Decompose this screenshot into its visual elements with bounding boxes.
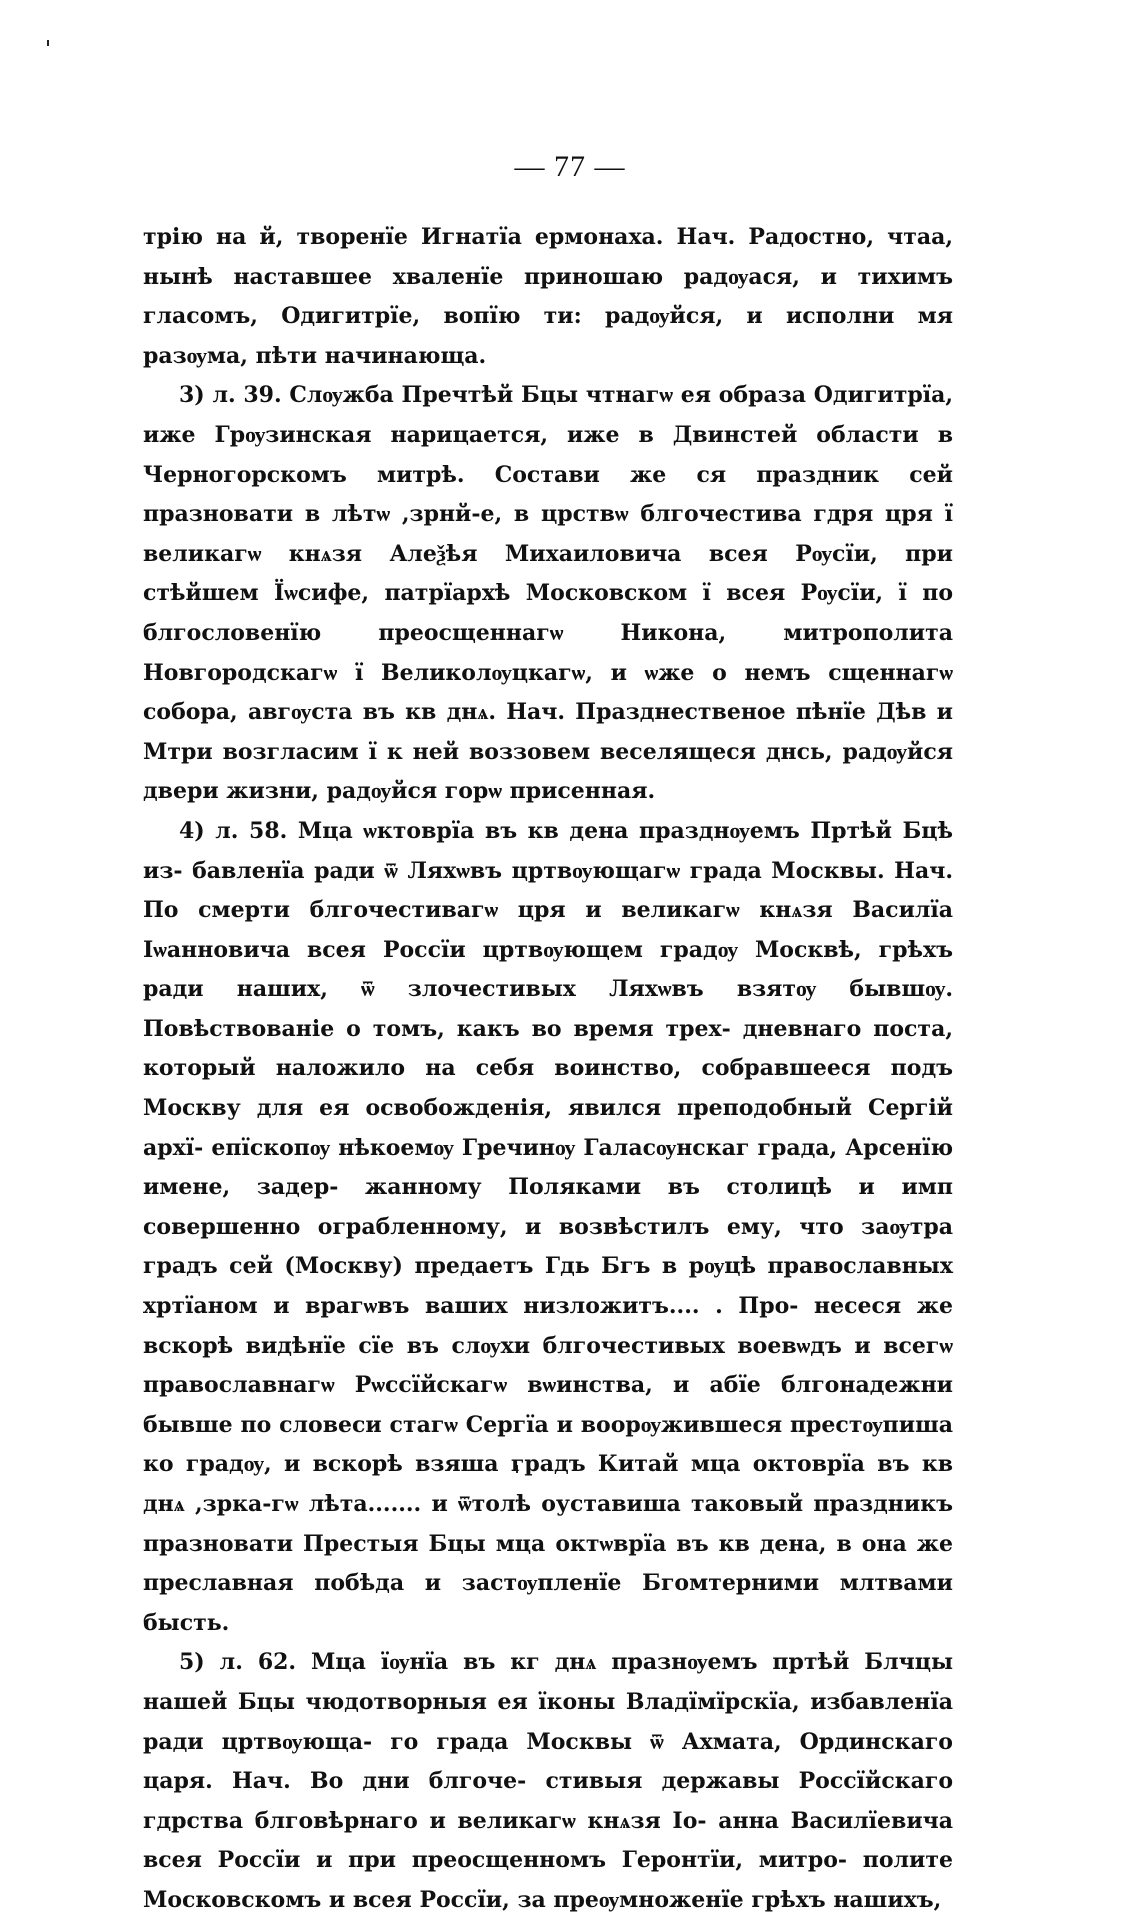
text-line: митрѣ. Состави же ся праздник сей празновати в лѣтѡ ,зрнй-е, в xyxy=(143,461,953,528)
text-line: Бцы чюдотворныя ея їконы Владїмїрскїа, избавленїа ради цртвѹюща- xyxy=(143,1688,953,1755)
text-line: Ляхѡвъ взятѹ бывшѹ. Повѣствованіе о томъ, какъ во время трех- xyxy=(143,976,953,1042)
text-line: стивыя державы Россїйскаго гдрства блговѣрнаго и великагѡ кнѧзя Іо- xyxy=(143,1768,954,1834)
body-text xyxy=(143,218,953,1921)
text-line: блгословенїю преосщеннагѡ Никона, митрополита Новгородскагѡ ї xyxy=(143,619,953,686)
page-number: — 77 — xyxy=(514,150,626,183)
text-line: Рѹсїи, при стѣйшем Їѡсифе, патрїархѣ Московском ї всея Рѹсїи, ї по xyxy=(143,540,953,607)
text-line: ѿтолѣ оуставиша таковый праздникъ празновати Престыя Бцы xyxy=(143,1491,953,1557)
paragraph xyxy=(143,1643,953,1920)
text-line: православнагѡ Рѡссїйскагѡ вѡинства, и абїе блгонадежни бывше по xyxy=(143,1372,953,1438)
text-line: словеси стагѡ Сергїа и воорѹжившеся престѹпиша ко градѹ, и вскорѣ xyxy=(143,1411,954,1478)
text-line: анна Василїевича всея Россїи и при преосщенномъ Геронтїи, митро- xyxy=(143,1807,954,1874)
text-line: вопїю ти: радѹйся, и исполни мя разѹма, пѣти начинающа. xyxy=(143,303,953,369)
scan-speck xyxy=(47,40,49,46)
paragraph xyxy=(143,218,953,376)
text-line: подъ Москву для ея освобожденія, явился преподобный Сергій архї- xyxy=(143,1055,953,1161)
text-line: Бгомтерними млтвами бысть. xyxy=(143,1570,953,1636)
text-line: возвѣстилъ ему, что заѹтра градъ сей (Москву) предаетъ Гдь Бгъ в xyxy=(143,1213,953,1280)
text-line: рѹцѣ православных хртїаном и врагѡвъ ваших низложитъ.... . Про- xyxy=(143,1253,953,1320)
text-line: наставшее хваленїе приношаю радѹася, и тихимъ гласомъ, Одигитрїе, xyxy=(143,263,953,330)
text-line: дневнаго поста, который наложило на себя воинство, собравшееся xyxy=(143,1015,953,1082)
text-line: го града Москвы ѿ Ахмата, Ординскаго царя. Нач. Во дни блгоче- xyxy=(143,1728,953,1795)
text-line: 3) л. 39. Слѹжба Пречтѣй Бцы чтнагѡ ея образа Одигитрїа, иже xyxy=(143,382,953,448)
paragraph xyxy=(143,376,953,812)
text-line: трію на й, творенїе Игнатїа ермонаха. Нач. Радостно, чтаа, нынѣ xyxy=(143,224,953,290)
text-line: Нач. Празднественое пѣнїе Дѣв и Мтри возгласим ї к ней воззовем xyxy=(143,699,953,765)
text-line: 5) л. 62. Мца їѹнїа въ кг днѧ празнѹемъ пртѣй Блчцы нашей xyxy=(143,1649,953,1715)
text-line: смерти блгочестивагѡ цря и великагѡ кнѧзя Василїа Іѡанновича всея xyxy=(143,897,954,963)
text-line: несеся же вскорѣ видѣнїе сїе въ слѹхи блгочестивых воевѡдъ и всегѡ xyxy=(143,1293,953,1359)
paragraph xyxy=(143,812,953,1643)
text-line: Россїи цртвѹющем градѹ Москвѣ, грѣхъ ради наших, ѿ злочестивых xyxy=(143,936,954,1003)
text-line: мца октѡврїа въ кв дена, в она же преславная побѣда и застѹпленїе xyxy=(143,1530,954,1597)
text-line: 4) л. 58. Мца ѡктоврїа въ кв дена празднѹемъ Пртѣй Бцѣ из- xyxy=(143,817,953,884)
text-line: бавленїа ради ѿ Ляхѡвъ цртвѹющагѡ града Москвы. Нач. По xyxy=(143,857,953,924)
text-line: жанному Поляками въ столицѣ и имп совершенно ограбленному, и xyxy=(143,1174,953,1240)
text-line: црствѡ блгочестива гдря цря ї великагѡ кнѧзя Алеѯѣя Михаиловича всея xyxy=(143,501,953,567)
text-line: Великолѹцкагѡ, и ѡже о немъ сщеннагѡ собора, авгѹста въ кв днѧ. xyxy=(143,659,953,726)
text-line: взяша градъ Китай мца октоврїа въ кв днѧ ,зрка-гѡ лѣта....... и xyxy=(143,1451,953,1517)
text-line: веселящеся днсь, радѹйся двери жизни, радѹйся горѡ присенная. xyxy=(143,738,953,805)
text-line: епїскопѹ нѣкоемѹ Гречинѹ Галасѹнскаг града, Арсенїю имене, задер- xyxy=(143,1134,954,1201)
text-line: полите Московскомъ и всея Россїи, за преѹмноженїе грѣхъ нашихъ, xyxy=(143,1847,953,1913)
text-line: Грѹзинская нарицается, иже в Двинстей области в Черногорскомъ xyxy=(143,421,953,488)
